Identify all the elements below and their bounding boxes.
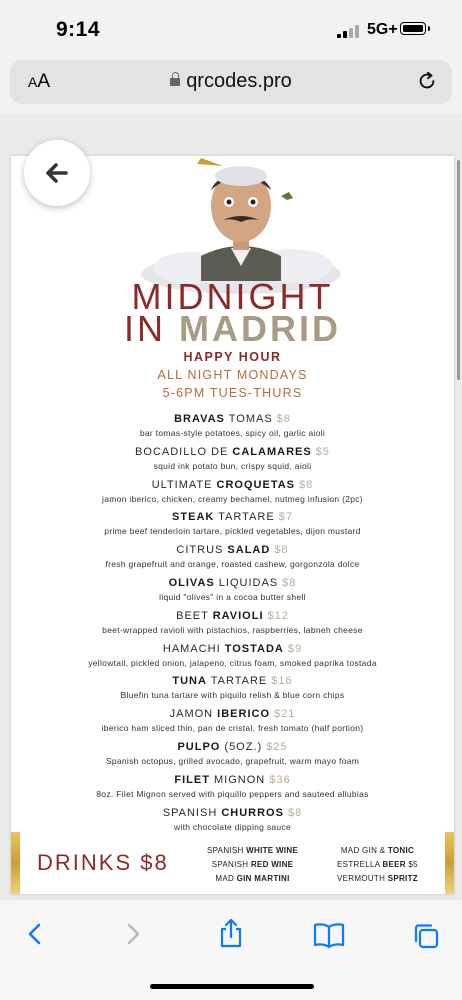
item-price: $8 (274, 544, 289, 557)
item-description: prime beef tenderloin tartare, pickled vegetables, dijon mustard (104, 526, 361, 537)
gold-border-left (11, 832, 20, 894)
drink-item: ESTRELLA BEER $5 (337, 860, 418, 869)
back-chevron-icon[interactable] (24, 922, 46, 946)
item-price: $8 (287, 806, 303, 819)
drink-item: MAD GIN MARTINI (215, 874, 290, 883)
address-bar[interactable] (10, 60, 452, 104)
network-type: 5G+ (367, 21, 398, 38)
item-description: with chocolate dipping sauce (173, 821, 292, 832)
status-time: 9:14 (56, 18, 101, 41)
schedule-line-2: 5-6PM TUES-THURS (162, 386, 303, 400)
item-description: jamon iberico, chicken, creamy bechamel, nutmeg infusion (2pc) (102, 493, 363, 504)
menu-item: OLIVAS LIQUIDAS $8 liquid "olives" in a cocoa butter shell (11, 576, 454, 609)
item-description: liquid "olives" in a cocoa butter shell (159, 591, 306, 602)
url-display[interactable] (10, 70, 452, 93)
drinks-column-2 (337, 844, 418, 886)
item-description: bar tomas-style potatoes, spicy oil, garlic aioli (139, 428, 326, 438)
menu-item: BOCADILLO DE CALAMARES $5 squid ink potato bun, crispy squid, aioli (11, 445, 454, 478)
menu-item: CITRUS SALAD $8 fresh grapefruit and orange, roasted cashew, gorgonzola dolce (11, 543, 454, 576)
tabs-icon[interactable] (412, 922, 440, 950)
forward-chevron-icon[interactable] (122, 922, 144, 946)
arrow-left-icon (24, 140, 90, 206)
home-indicator (150, 984, 314, 989)
bookmarks-icon[interactable] (313, 922, 345, 948)
schedule-line-1: ALL NIGHT MONDAYS (157, 368, 308, 382)
menu-item: HAMACHI TOSTADA $9 yellowtail, pickled onion, jalapeno, citrus foam, smoked paprika tostada (11, 642, 454, 675)
item-description: 8oz. Filet Mignon served with piquillo peppers and sauteed allubias (96, 788, 369, 799)
menu-item: TUNA TARTARE $16 Bluefin tuna tartare with piquilo relish & blue corn chips (11, 674, 454, 707)
menu-item: PULPO (5OZ.) $25 Spanish octopus, grilled avocado, grapefruit, warm mayo foam (11, 740, 454, 773)
gold-border-right (445, 832, 454, 894)
menu-item: BEET RAVIOLI $12 beet-wrapped ravioli with pistachios, raspberries, labneh cheese (11, 609, 454, 642)
item-price: $25 (266, 740, 288, 753)
item-price: $16 (271, 675, 293, 688)
drink-item: VERMOUTH SPRITZ (337, 874, 418, 883)
menu-title-line2: IN MADRID (124, 308, 341, 349)
menu-item: JAMON IBERICO $21 iberico ham sliced thin, pan de cristal, fresh tomato (half portion) (11, 707, 454, 740)
item-price: $9 (287, 642, 303, 655)
item-description: iberico ham sliced thin, pan de cristal, fresh tomato (half portion) (101, 723, 364, 734)
item-price: $7 (278, 511, 293, 524)
happy-hour-heading: HAPPY HOUR (183, 350, 282, 364)
item-description: squid ink potato bun, crispy squid, aioli (153, 460, 312, 471)
cellular-signal-icon (337, 24, 363, 38)
item-description: beet-wrapped ravioli with pistachios, raspberries, labneh cheese (102, 624, 363, 635)
item-price: $8 (282, 576, 297, 589)
menu-document (11, 156, 454, 894)
item-price: $5 (315, 445, 330, 458)
menu-item: SPANISH CHURROS $8 with chocolate dipping sauce (11, 806, 454, 839)
drink-item: SPANISH RED WINE (211, 860, 294, 869)
item-price: $8 (299, 478, 314, 491)
drink-item: MAD GIN & TONIC (340, 846, 415, 855)
item-price: $36 (269, 773, 291, 786)
drinks-section (11, 832, 454, 894)
menu-item: ULTIMATE CROQUETAS $8 jamon iberico, chicken, creamy bechamel, nutmeg infusion (2pc) (11, 478, 454, 511)
item-price: $12 (267, 609, 289, 622)
item-description: yellowtail, pickled onion, jalapeno, citrus foam, smoked paprika tostada (88, 657, 377, 668)
text-size-button[interactable]: AA (28, 71, 51, 92)
status-bar (0, 0, 462, 58)
menu-items-list (11, 412, 454, 838)
item-price: $21 (274, 708, 296, 721)
menu-item: BRAVAS TOMAS $8 bar tomas-style potatoes, spicy oil, garlic aioli (11, 412, 454, 445)
battery-icon (400, 22, 426, 35)
lock-icon (170, 78, 180, 86)
back-button[interactable] (24, 140, 90, 206)
scroll-indicator[interactable] (457, 160, 460, 380)
item-description: Spanish octopus, grilled avocado, grapefruit, warm mayo foam (105, 755, 360, 766)
mustached-man-illustration (131, 156, 351, 296)
item-price: $8 (276, 413, 291, 425)
menu-item: FILET MIGNON $36 8oz. Filet Mignon served with piquillo peppers and sauteed allubias (11, 773, 454, 806)
share-icon[interactable] (218, 918, 244, 948)
drinks-title: DRINKS $8 (37, 850, 169, 875)
item-description: Bluefin tuna tartare with piquilo relish & blue corn chips (120, 690, 345, 701)
drinks-column-1 (207, 844, 298, 886)
url-text: qrcodes.pro (186, 70, 292, 92)
menu-item: STEAK TARTARE $7 prime beef tenderloin tartare, pickled vegetables, dijon mustard (11, 510, 454, 543)
menu-title-line1: MIDNIGHT (131, 276, 334, 317)
reload-icon[interactable] (416, 70, 438, 92)
item-description: fresh grapefruit and orange, roasted cashew, gorgonzola dolce (105, 559, 360, 570)
drink-item: SPANISH WHITE WINE (207, 846, 299, 855)
